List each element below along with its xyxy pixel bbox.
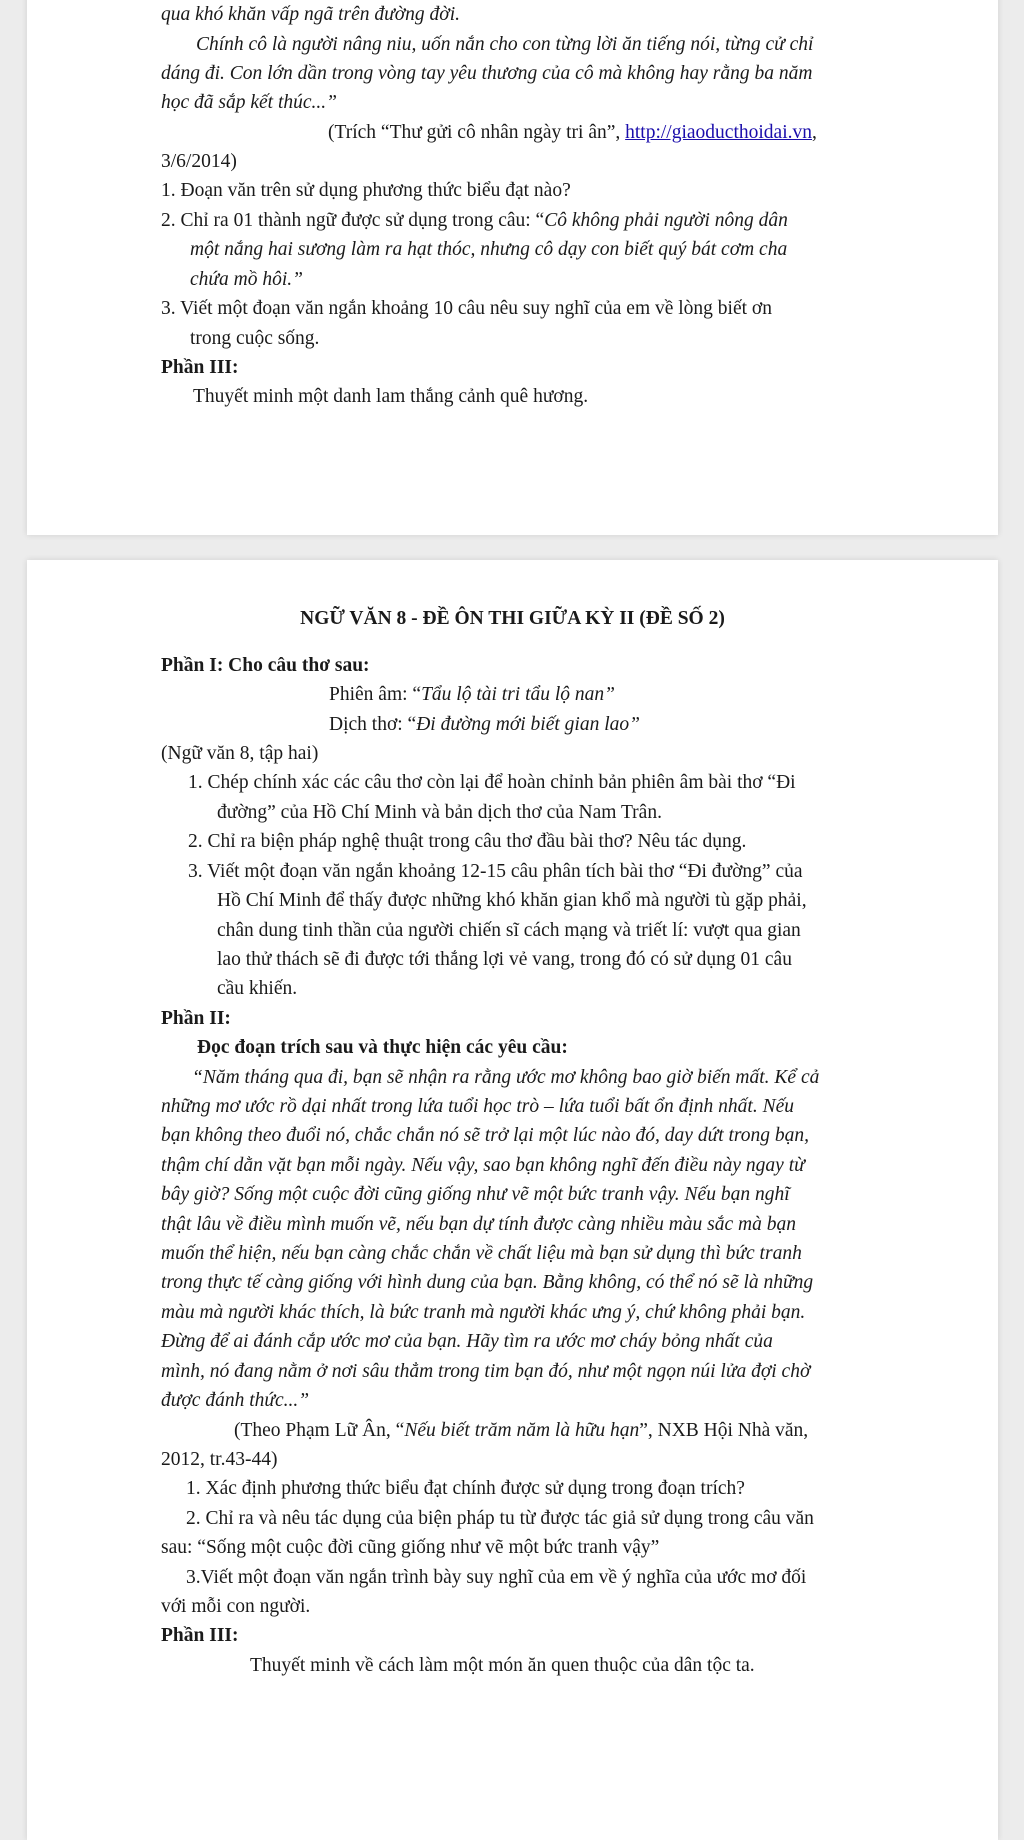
reference: (Ngữ văn 8, tập hai) [161,743,319,764]
excerpt-line: trong thực tế càng giống với hình dung của bạn. Bằng không, có thể nó sẽ là những [161,1272,814,1293]
paragraph-line: học đã sắp kết thúc...” [161,92,338,113]
poem-translation: Dịch thơ: “Đi đường mới biết gian lao” [329,714,640,735]
section-heading: Phần II: [161,1008,231,1029]
question-3-line: chân dung tinh thần của người chiến sĩ cách mạng và triết lí: vượt qua gian [217,920,801,941]
section-heading: Phần III: [161,357,239,378]
excerpt-line: “Năm tháng qua đi, bạn sẽ nhận ra rằng ước mơ không bao giờ biến mất. Kể cả [192,1067,820,1088]
excerpt-line: thậm chí dằn vặt bạn mỗi ngày. Nếu vậy, sao bạn không nghĩ đến điều này ngay từ [161,1155,805,1176]
question-2: 2. Chỉ ra biện pháp nghệ thuật trong câu thơ đầu bài thơ? Nêu tác dụng. [188,831,747,852]
page-title: NGỮ VĂN 8 - ĐỀ ÔN THI GIỮA KỲ II (ĐỀ SỐ 2) [300,608,725,629]
paragraph-line: dáng đi. Con lớn dần trong vòng tay yêu thương của cô mà không hay rằng ba năm [161,63,813,84]
question-3-line: với mỗi con người. [161,1596,311,1617]
question-2-line: chứa mồ hôi.” [190,269,304,290]
question-2-line: sau: “Sống một cuộc đời cũng giống như vẽ một bức tranh vậy” [161,1537,660,1558]
excerpt-source: (Theo Phạm Lữ Ân, “Nếu biết trăm năm là hữu hạn”, NXB Hội Nhà văn, [234,1420,809,1441]
question-3-line: lao thử thách sẽ đi được tới thắng lợi vẻ vang, trong đó có sử dụng 01 câu [217,949,792,970]
question-2-line: một nắng hai sương làm ra hạt thóc, nhưng cô dạy con biết quý bát cơm cha [190,239,788,260]
question-1: 1. Đoạn văn trên sử dụng phương thức biểu đạt nào? [161,180,571,201]
source-citation: (Trích “Thư gửi cô nhân ngày tri ân”, http://giaoducthoidai.vn, [328,122,817,143]
question-1: 1. Xác định phương thức biểu đạt chính được sử dụng trong đoạn trích? [186,1478,745,1499]
source-date: 3/6/2014) [161,151,237,172]
question-3: 3. Viết một đoạn văn ngắn khoảng 10 câu nêu suy nghĩ của em về lòng biết ơn [161,298,772,319]
poem-transliteration: Phiên âm: “Tẩu lộ tài tri tẩu lộ nan” [329,684,616,705]
section-task: Thuyết minh về cách làm một món ăn quen thuộc của dân tộc ta. [250,1655,755,1676]
question-3: 3. Viết một đoạn văn ngắn khoảng 12-15 câu phân tích bài thơ “Đi đường” của [188,861,803,882]
excerpt-line: những mơ ước rồ dại nhất trong lứa tuổi học trò – lứa tuổi bất ổn định nhất. Nếu [161,1096,795,1117]
paragraph-line: qua khó khăn vấp ngã trên đường đời. [161,4,460,25]
question-3-line: trong cuộc sống. [190,328,320,349]
excerpt-line: Đừng để ai đánh cắp ước mơ của bạn. Hãy tìm ra ước mơ cháy bỏng nhất của [161,1331,773,1352]
excerpt-source-line: 2012, tr.43-44) [161,1449,278,1470]
section-heading: Phần I: Cho câu thơ sau: [161,655,370,676]
question-3-line: cầu khiến. [217,978,298,999]
excerpt-line: bạn không theo đuổi nó, chắc chắn nó sẽ trở lại một lúc nào đó, day dứt trong bạn, [161,1125,810,1146]
document-page-1 [27,0,998,535]
question-2: 2. Chỉ ra 01 thành ngữ được sử dụng trong câu: “Cô không phải người nông dân [161,210,788,231]
excerpt-line: thật lâu về điều mình muốn vẽ, nếu bạn dự tính được càng nhiều màu sắc mà bạn [161,1214,796,1235]
excerpt-line: mình, nó đang nằm ở nơi sâu thẳm trong tim bạn đó, như một ngọn núi lửa đợi chờ [161,1361,811,1382]
question-1: 1. Chép chính xác các câu thơ còn lại để hoàn chỉnh bản phiên âm bài thơ “Đi [188,772,796,793]
excerpt-line: được đánh thức...” [161,1390,310,1411]
question-1-line: đường” của Hồ Chí Minh và bản dịch thơ của Nam Trân. [217,802,662,823]
excerpt-line: muốn thể hiện, nếu bạn càng chắc chắn về chất liệu mà bạn sử dụng thì bức tranh [161,1243,802,1264]
question-3-line: Hồ Chí Minh để thấy được những khó khăn gian khổ mà người tù gặp phải, [217,890,807,911]
source-link[interactable]: http://giaoducthoidai.vn [625,122,812,143]
document-page-2 [27,560,998,1840]
question-3: 3.Viết một đoạn văn ngắn trình bày suy nghĩ của em về ý nghĩa của ước mơ đối [186,1567,807,1588]
section-heading: Phần III: [161,1625,239,1646]
excerpt-line: màu mà người khác thích, là bức tranh mà người khác ưng ý, chứ không phải bạn. [161,1302,806,1323]
excerpt-line: bây giờ? Sống một cuộc đời cũng giống như vẽ một bức tranh vậy. Nếu bạn nghĩ [161,1184,790,1205]
paragraph-line: Chính cô là người nâng niu, uốn nắn cho con từng lời ăn tiếng nói, từng cử chỉ [196,34,814,55]
section-lead: Đọc đoạn trích sau và thực hiện các yêu cầu: [197,1037,568,1058]
section-task: Thuyết minh một danh lam thắng cảnh quê hương. [193,386,589,407]
question-2: 2. Chỉ ra và nêu tác dụng của biện pháp tu từ được tác giả sử dụng trong câu văn [186,1508,814,1529]
